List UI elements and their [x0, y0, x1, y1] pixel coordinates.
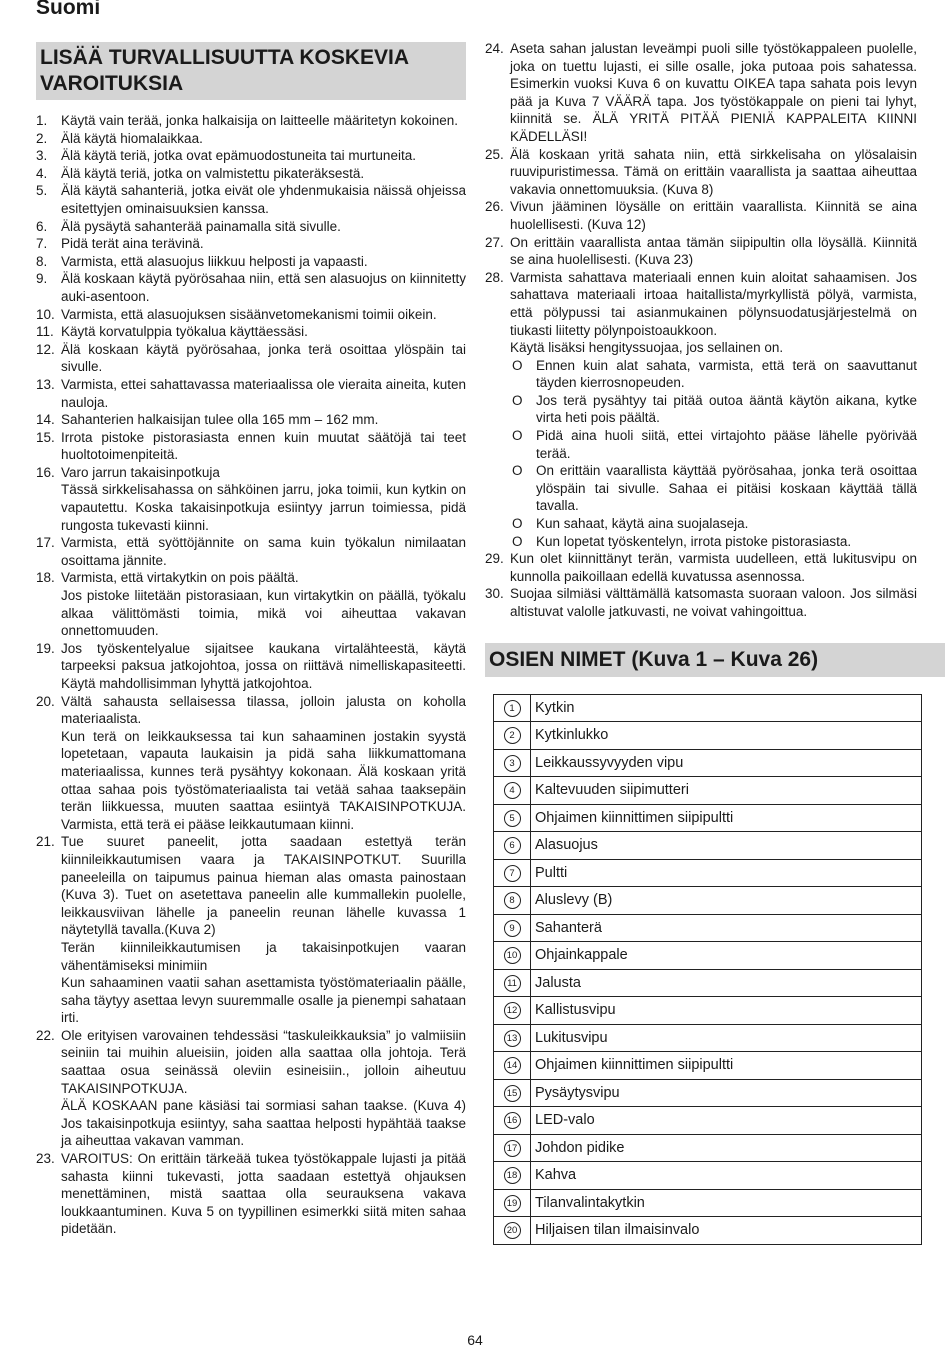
- safety-item-text: Varmista sahattava materiaali ennen kuin aloitat sahaamisen. Jos sahattava materiaali irtoaa haitallista/myrkyllistä pölyä, varmista, että pölypussi tai asianmukainen pölynsuodatusjärjestelmä on tiukasti liitetty pölynpoistoaukkoon. Käytä lisäksi hengityssuojaa, jos sellainen on.: [510, 269, 917, 356]
- safety-list-right: [485, 40, 917, 621]
- parts-row: [494, 942, 922, 970]
- page-number: 64: [467, 1332, 483, 1348]
- parts-row: [494, 1217, 922, 1245]
- safety-item-number: 5.: [36, 183, 48, 199]
- parts-row: [494, 722, 922, 750]
- parts-number: 2: [504, 727, 521, 744]
- parts-number: 8: [504, 892, 521, 909]
- safety-item: [36, 270, 466, 305]
- parts-number-cell: [494, 1189, 531, 1217]
- safety-item: [36, 306, 466, 324]
- safety-item-text: Vivun jääminen löysälle on erittäin vaarallista. Kiinnitä se aina huolellisesti. (Kuva 12): [510, 199, 917, 232]
- safety-item: [36, 130, 466, 148]
- safety-item-text: Sahanterien halkaisijan tulee olla 165 mm – 162 mm.: [61, 412, 379, 428]
- parts-number-cell: [494, 1107, 531, 1135]
- safety-item: [36, 112, 466, 130]
- parts-number: 14: [504, 1057, 521, 1074]
- safety-sub-item-text: Kun lopetat työskentelyn, irrota pistoke pistorasiasta.: [536, 533, 852, 549]
- safety-item-text: Käytä vain terää, jonka halkaisija on laitteelle määritetyn kokoinen.: [61, 113, 458, 128]
- safety-item-number: 11.: [36, 324, 54, 340]
- safety-item: [36, 411, 466, 429]
- safety-item-number: 15.: [36, 429, 55, 445]
- safety-item-text: Varmista, että virtakytkin on pois päältä. Jos pistoke liitetään pistorasiaan, kun virtakytkin on päällä, työkalu alkaa välittömästi toimia, mikä voi aiheuttaa vakavan onnettomuuden.: [61, 570, 466, 639]
- safety-item-text: Aseta sahan jalustan leveämpi puoli sille työstökappaleen puolelle, joka on tuettu lujasti, ei sille osalle, joka putoaa pois sahatessa. Esimerkin vuoksi Kuva 6 on kuvattu OIKEA tapa sahata pois levyn pää ja Kuva 7 VÄÄRÄ tapa. Jos työstökappale on pieni tai lyhyt, kiinnitä se. ÄLÄ YRITÄ PITÄÄ PIENIÄ KAPPALEITA KIINNI KÄDELLÄSI!: [510, 41, 917, 144]
- safety-item-text: Varo jarrun takaisinpotkuja Tässä sirkkelisahassa on sähköinen jarru, joka toimii, kun kytkin on vapautettu. Koska takaisinpotkuja esiintyy jarrun toimiessa, pidä rungosta tukevasti kiinni.: [61, 464, 466, 533]
- safety-item: [485, 550, 917, 585]
- parts-row: [494, 914, 922, 942]
- safety-item: [36, 182, 466, 217]
- parts-number: 16: [504, 1112, 521, 1129]
- safety-item-text: Varmista, ettei sahattavassa materiaalissa ole vieraita aineita, kuten nauloja.: [61, 376, 466, 410]
- right-column: [485, 40, 917, 1245]
- parts-number: 5: [504, 810, 521, 827]
- safety-item-number: 19.: [36, 640, 55, 656]
- parts-number-cell: [494, 942, 531, 970]
- parts-row: [494, 997, 922, 1025]
- safety-item: [485, 40, 917, 146]
- parts-row: [494, 777, 922, 805]
- parts-row: [494, 1079, 922, 1107]
- safety-item-number: 16.: [36, 464, 55, 480]
- parts-number: 18: [504, 1167, 521, 1184]
- parts-row: [494, 1134, 922, 1162]
- parts-number-cell: [494, 832, 531, 860]
- safety-item: [36, 534, 466, 569]
- parts-number: 10: [504, 947, 521, 964]
- parts-number-cell: [494, 1217, 531, 1245]
- parts-label: Aluslevy (B): [531, 887, 922, 915]
- safety-sub-item: [510, 357, 917, 392]
- safety-item-number: 10.: [36, 306, 55, 322]
- safety-item: [36, 429, 466, 464]
- safety-item-text: Varmista, että alasuojuksen sisäänvetomekanismi toimii oikein.: [61, 306, 437, 322]
- safety-item-text: Ole erityisen varovainen tehdessäsi “taskuleikkauksia” jo valmiisiin seiniin tai muihin alueisiin, joiden alla saattaa olla johtoja. Terä saattaa osua seinässä oleviin esineisiin., jolloin aiheutuu TAKAISINPOTKUJA. ÄLÄ KOSKAAN pane käsiäsi tai sormiasi sahan taakse. (Kuva 4) Jos takaisinpotkuja esiintyy, saha saattaa helposti hypähtää taakse ja aiheuttaa vakavan vamman.: [61, 1027, 466, 1149]
- parts-row: [494, 694, 922, 722]
- parts-label: Pysäytysvipu: [531, 1079, 922, 1107]
- safety-item-text: Pidä terät aina terävinä.: [61, 236, 204, 252]
- safety-item-text: Jos työskentelyalue sijaitsee kaukana virtalähteestä, käytä tarpeeksi paksua jatkojohtoa, jossa on riittävä nimelliskapasiteetti. Käytä mahdollisimman lyhyttä jatkojohtoa.: [61, 640, 466, 691]
- safety-item: [36, 569, 466, 639]
- parts-number-cell: [494, 997, 531, 1025]
- parts-label: Ohjainkappale: [531, 942, 922, 970]
- safety-sub-item: [510, 515, 917, 533]
- parts-number: 17: [504, 1140, 521, 1157]
- safety-item-text: Älä käytä teriä, jotka ovat epämuodostuneita tai murtuneita.: [61, 148, 416, 164]
- parts-number-cell: [494, 1134, 531, 1162]
- safety-item-number: 21.: [36, 834, 55, 850]
- parts-label: LED-valo: [531, 1107, 922, 1135]
- parts-number-cell: [494, 887, 531, 915]
- safety-item-text: Älä käytä sahanteriä, jotka eivät ole yhdenmukaisia näissä ohjeissa esitettyjen ominaisuuksien kanssa.: [61, 183, 466, 216]
- safety-item-number: 4.: [36, 165, 48, 181]
- parts-number: 13: [504, 1030, 521, 1047]
- parts-number-cell: [494, 1079, 531, 1107]
- safety-item: [36, 693, 466, 834]
- safety-item-text: Varmista, että syöttöjännite on sama kuin työkalun nimilaatan osoittama jännite.: [61, 535, 466, 568]
- parts-row: [494, 1052, 922, 1080]
- parts-row: [494, 859, 922, 887]
- parts-number: 9: [504, 920, 521, 937]
- safety-item-text: Älä käytä hiomalaikkaa.: [61, 130, 203, 146]
- parts-number-cell: [494, 777, 531, 805]
- safety-item-number: 6.: [36, 218, 48, 234]
- parts-number-cell: [494, 694, 531, 722]
- safety-item: [36, 376, 466, 411]
- parts-number: 1: [504, 700, 521, 717]
- parts-label: Alasuojus: [531, 832, 922, 860]
- safety-item-number: 13.: [36, 376, 55, 392]
- safety-heading: LISÄÄ TURVALLISUUTTA KOSKEVIA VAROITUKSIA: [36, 42, 466, 100]
- parts-number: 6: [504, 837, 521, 854]
- safety-item-text: Käytä korvatulppia työkalua käyttäessäsi.: [61, 324, 308, 340]
- parts-label: Hiljaisen tilan ilmaisinvalo: [531, 1217, 922, 1245]
- circle-bullet-icon: O: [512, 463, 523, 479]
- parts-label: Tilanvalintakytkin: [531, 1189, 922, 1217]
- parts-number-cell: [494, 859, 531, 887]
- parts-label: Kaltevuuden siipimutteri: [531, 777, 922, 805]
- parts-label: Kytkinlukko: [531, 722, 922, 750]
- parts-row: [494, 969, 922, 997]
- safety-item-text: Varmista, että alasuojus liikkuu helposti ja vapaasti.: [61, 253, 368, 269]
- safety-item-text: Älä koskaan yritä sahata niin, että sirkkelisaha on ylösalaisin ruuvipuristimessa. Tämä on erittäin vaarallista ja saattaa aiheuttaa vakavia onnettomuuksia. (Kuva 8): [510, 146, 917, 197]
- parts-number: 20: [504, 1222, 521, 1239]
- safety-item: [36, 165, 466, 183]
- parts-number-cell: [494, 749, 531, 777]
- safety-sub-item-text: Pidä aina huoli siitä, ettei virtajohto pääse lähelle pyörivää terää.: [536, 428, 917, 461]
- parts-table: [493, 694, 922, 1245]
- parts-number: 15: [504, 1085, 521, 1102]
- safety-item: [485, 585, 917, 620]
- safety-item: [36, 323, 466, 341]
- safety-item: [485, 234, 917, 269]
- circle-bullet-icon: O: [512, 392, 523, 408]
- safety-item-number: 27.: [485, 234, 504, 250]
- parts-label: Johdon pidike: [531, 1134, 922, 1162]
- safety-item-number: 2.: [36, 130, 48, 146]
- safety-item-text: Älä koskaan käytä pyörösahaa, jonka terä osoittaa ylöspäin tai sivulle.: [61, 341, 466, 375]
- safety-sub-item: [510, 533, 917, 551]
- parts-row: [494, 887, 922, 915]
- circle-bullet-icon: O: [512, 357, 523, 373]
- safety-item-text: VAROITUS: On erittäin tärkeää tukea työstökappale lujasti ja pitää sahasta kiinni tukevasti, jotta saadaan estettyä ohjauksen menettäminen, mistä saattaa olla seurauksena vakava loukkaantuminen. Kuva 5 on tyypillinen esimerkki siitä miten sahaa pidetään.: [61, 1151, 466, 1237]
- safety-sub-item-text: Ennen kuin alat sahata, varmista, että terä on saavuttanut täyden kierrosnopeuden.: [536, 357, 917, 391]
- parts-row: [494, 804, 922, 832]
- safety-item: [36, 640, 466, 693]
- parts-number-cell: [494, 969, 531, 997]
- parts-label: Pultti: [531, 859, 922, 887]
- language-label: Suomi: [36, 0, 101, 19]
- safety-sub-item: [510, 392, 917, 427]
- parts-row: [494, 749, 922, 777]
- safety-item-number: 24.: [485, 41, 504, 56]
- circle-bullet-icon: O: [512, 428, 523, 444]
- safety-list-left: [36, 112, 466, 1238]
- safety-sub-item: [510, 427, 917, 462]
- safety-sub-item-text: Kun sahaat, käytä aina suojalaseja.: [536, 516, 749, 532]
- safety-item-number: 20.: [36, 693, 55, 709]
- parts-label: Kytkin: [531, 694, 922, 722]
- safety-item-number: 12.: [36, 341, 55, 357]
- safety-item-number: 14.: [36, 412, 55, 428]
- safety-item: [36, 147, 466, 165]
- parts-number: 12: [504, 1002, 521, 1019]
- safety-item-text: Kun olet kiinnittänyt terän, varmista uudelleen, että lukitusvipu on kunnolla paikoillaan edellä kuvatussa asennossa.: [510, 551, 917, 584]
- safety-item: [36, 235, 466, 253]
- safety-item-number: 3.: [36, 148, 48, 164]
- safety-item: [36, 464, 466, 534]
- safety-item: [36, 218, 466, 236]
- parts-row: [494, 1107, 922, 1135]
- safety-item-number: 18.: [36, 570, 55, 586]
- parts-number-cell: [494, 722, 531, 750]
- parts-label: Ohjaimen kiinnittimen siipipultti: [531, 1052, 922, 1080]
- safety-item: [36, 1150, 466, 1238]
- safety-sub-item: [510, 462, 917, 515]
- safety-item-number: 7.: [36, 236, 48, 252]
- parts-label: Sahanterä: [531, 914, 922, 942]
- safety-item-number: 26.: [485, 199, 504, 215]
- parts-number-cell: [494, 1162, 531, 1190]
- circle-bullet-icon: O: [512, 516, 523, 532]
- parts-heading: OSIEN NIMET (Kuva 1 – Kuva 26): [485, 643, 945, 677]
- parts-number: 7: [504, 865, 521, 882]
- safety-sub-item-text: On erittäin vaarallista käyttää pyörösahaa, jonka terä osoittaa ylöspäin tai sivulle. Sahaa ei pitäisi koskaan käyttää tällä tavalla.: [536, 463, 917, 514]
- parts-row: [494, 1162, 922, 1190]
- parts-label: Lukitusvipu: [531, 1024, 922, 1052]
- parts-row: [494, 832, 922, 860]
- safety-item: [36, 253, 466, 271]
- safety-item: [36, 833, 466, 1027]
- safety-item-text: Vältä sahausta sellaisessa tilassa, jolloin jalusta on koholla materiaalista. Kun terä on leikkauksessa tai kun sahaaminen jostakin syystä lopetetaan, vapauta laukaisin ja pidä saha liikkumattomana materiaalissa, kunnes terä pysähtyy kokonaan. Älä koskaan yritä ottaa sahaa pois työstömateriaalista tai vetää sahaa taaksepäin terän liikkuessa, muuten saattaa esiintyä TAKAISINPOTKUJA. Varmista, että terä ei pääse leikkautumaan kiinni.: [61, 693, 466, 832]
- parts-number-cell: [494, 1052, 531, 1080]
- safety-item-number: 22.: [36, 1027, 55, 1043]
- parts-number: 11: [504, 975, 521, 992]
- safety-item-text: On erittäin vaarallista antaa tämän siipipultin olla löysällä. Kiinnitä se aina huolellisesti. (Kuva 23): [510, 234, 917, 268]
- safety-item-number: 30.: [485, 586, 504, 602]
- safety-item-number: 1.: [36, 113, 48, 128]
- left-column: [36, 42, 466, 1238]
- safety-item: [36, 341, 466, 376]
- parts-label: Leikkaussyvyyden vipu: [531, 749, 922, 777]
- safety-item: [485, 198, 917, 233]
- safety-item-number: 23.: [36, 1151, 55, 1167]
- parts-number: 3: [504, 755, 521, 772]
- safety-item: [485, 269, 917, 551]
- safety-item-text: Tue suuret paneelit, jotta saadaan estettyä terän kiinnileikkautumisen vaara ja TAKAISINPOTKUT. Suurilla paneeleilla on taipumus painua hieman alas omasta painostaan (Kuva 3). Tuet on asetettava paneelin alle kummallekin puolelle, leikkausviivan lähelle ja paneelin reunan lähelle kuvassa 1 näytetyllä tavalla.(Kuva 2) Terän kiinnileikkautumisen ja takaisinpotkujen vaaran vähentämiseksi minimiin Kun sahaaminen vaatii sahan asettamista työstömateriaalin päälle, saha täytyy asettaa levyn suuremmalle osalle ja pienempi sahataan irti.: [61, 834, 466, 1026]
- safety-item-number: 29.: [485, 551, 504, 567]
- circle-bullet-icon: O: [512, 533, 523, 549]
- parts-number: 19: [504, 1195, 521, 1212]
- safety-item-number: 8.: [36, 253, 48, 269]
- safety-item-number: 25.: [485, 146, 504, 162]
- safety-sub-list: [510, 357, 917, 551]
- safety-item-text: Suojaa silmiäsi välttämällä katsomasta suoraan valoon. Jos silmäsi altistuvat valolle jatkuvasti, ne voivat vahingoittua.: [510, 586, 917, 619]
- safety-item: [485, 146, 917, 199]
- safety-item-text: Älä koskaan käytä pyörösahaa niin, että sen alasuojus on kiinnitetty auki-asentoon.: [61, 271, 466, 304]
- parts-row: [494, 1024, 922, 1052]
- safety-item-number: 28.: [485, 269, 504, 285]
- safety-item-number: 17.: [36, 535, 55, 551]
- safety-item-text: Irrota pistoke pistorasiasta ennen kuin muutat säätöjä tai teet huoltotoimenpiteitä.: [61, 429, 466, 463]
- parts-number: 4: [504, 782, 521, 799]
- parts-number-cell: [494, 804, 531, 832]
- parts-number-cell: [494, 1024, 531, 1052]
- safety-item-text: Älä pysäytä sahanterää painamalla sitä sivulle.: [61, 218, 341, 234]
- safety-item-text: Älä käytä teriä, jotka on valmistettu pikateräksestä.: [61, 165, 365, 181]
- parts-number-cell: [494, 914, 531, 942]
- safety-item: [36, 1027, 466, 1150]
- safety-sub-item-text: Jos terä pysähtyy tai pitää outoa ääntä käytön aikana, kytke virta heti pois päältä.: [536, 392, 917, 426]
- parts-label: Ohjaimen kiinnittimen siipipultti: [531, 804, 922, 832]
- parts-label: Kahva: [531, 1162, 922, 1190]
- parts-label: Kallistusvipu: [531, 997, 922, 1025]
- parts-label: Jalusta: [531, 969, 922, 997]
- parts-row: [494, 1189, 922, 1217]
- safety-item-number: 9.: [36, 271, 48, 287]
